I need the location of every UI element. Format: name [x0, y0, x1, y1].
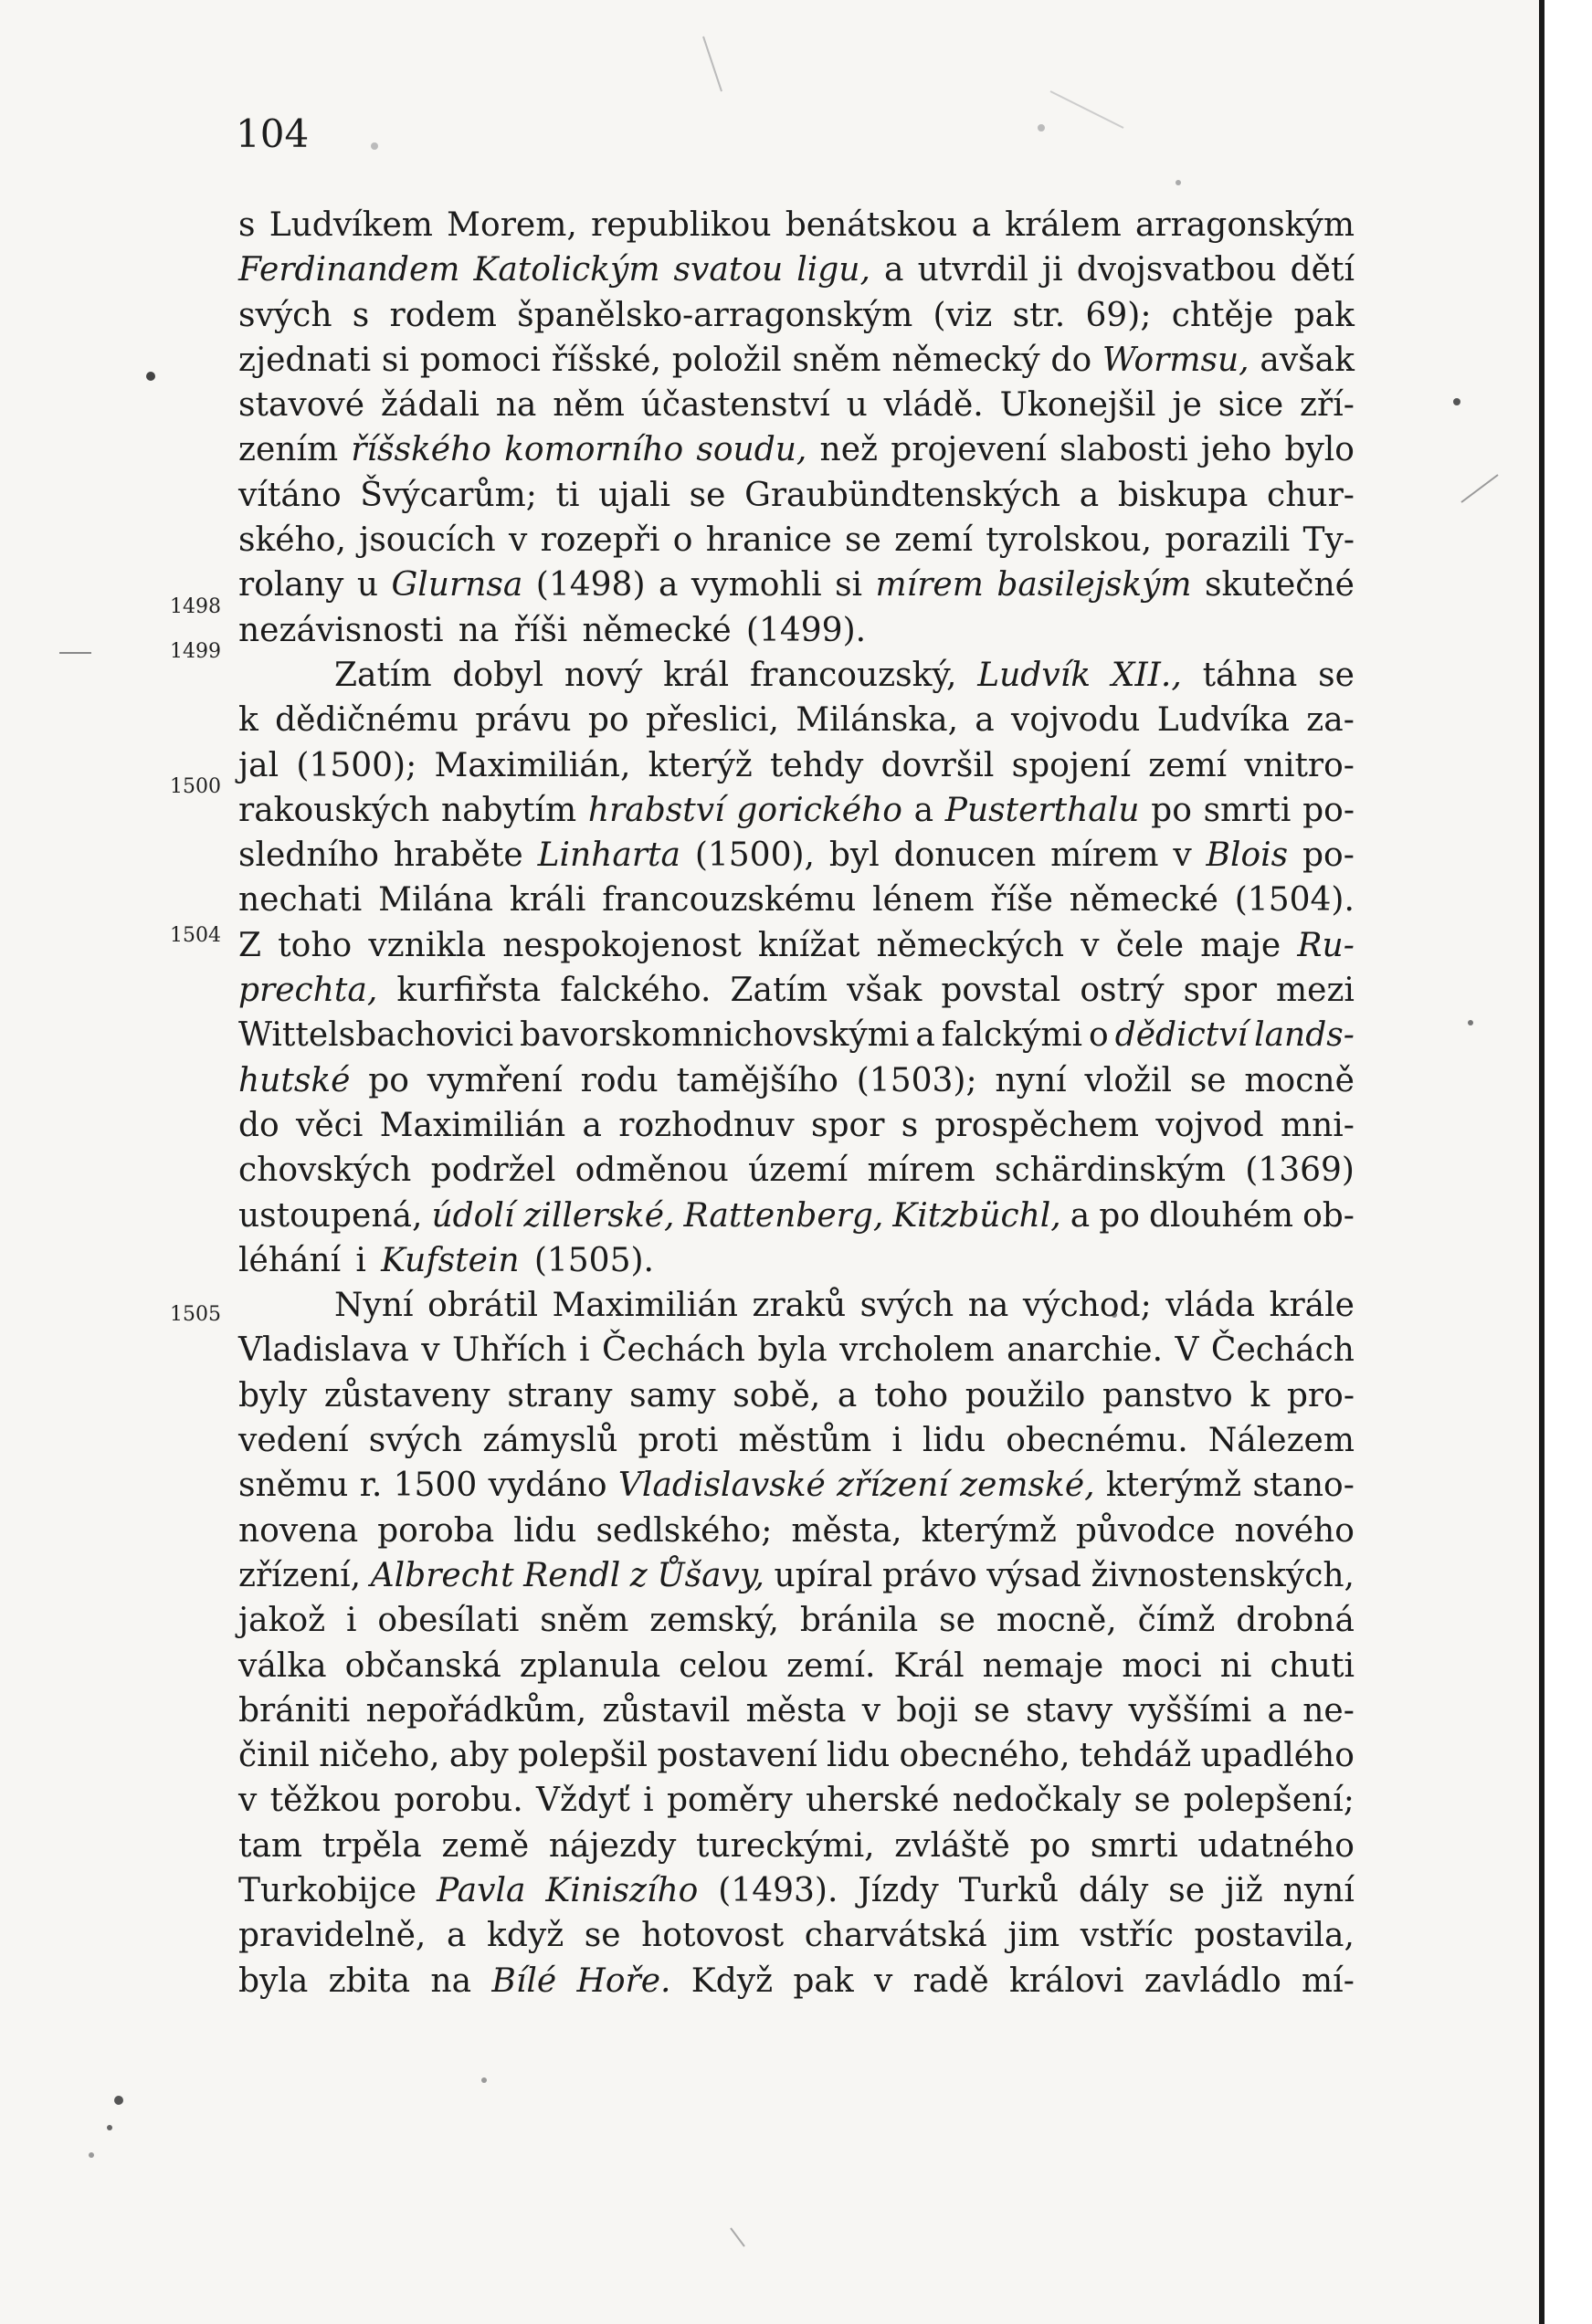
- text-line: jakož i obesílati sněm zemský, bránila se mocně, čímž drobná: [238, 1602, 1355, 1640]
- text-line: vítáno Švýcarům; ti ujali se Graubündtenských a biskupa chur-: [238, 476, 1355, 514]
- text-line: byla zbita na Bílé Hoře. Když pak v radě královi zavládlo mí-: [238, 1961, 1355, 2000]
- text-line: sněmu r. 1500 vydáno Vladislavské zřízení zemské, kterýmž stano-: [238, 1467, 1355, 1505]
- text-line: sledního hraběte Linharta (1500), byl donucen mírem v Blois po-: [238, 836, 1355, 875]
- margin-year: 1505: [170, 1303, 221, 1326]
- text-line: s Ludvíkem Morem, republikou benátskou a králem arragonským: [238, 206, 1355, 244]
- text-line: Nyní obrátil Maximilián zraků svých na východ; vláda krále: [334, 1287, 1355, 1325]
- text-line: Z toho vznikla nespokojenost knížat německých v čele maje Ru-: [238, 926, 1355, 964]
- text-line: nezávisnosti na říši německé (1499).: [238, 611, 867, 649]
- margin-year: 1504: [170, 924, 221, 947]
- margin-year: 1498: [170, 595, 221, 618]
- page-edge-border: [1539, 0, 1592, 2324]
- text-line: Vladislava v Uhřích i Čechách byla vrcholem anarchie. V Čechách: [238, 1331, 1355, 1370]
- body-text: [238, 203, 1355, 2003]
- text-line: do věci Maximilián a rozhodnuv spor s prospěchem vojvod mni-: [238, 1106, 1355, 1144]
- text-line: novena poroba lidu sedlského; města, kterýmž původce nového: [238, 1511, 1355, 1550]
- text-line: zřízení, Albrecht Rendl z Ůšavy, upíral právo výsad živnostenských,: [238, 1556, 1355, 1594]
- text-line: válka občanská zplanula celou zemí. Král nemaje moci ni chuti: [238, 1646, 1355, 1685]
- text-line: rolany u Glurnsa (1498) a vymohli si mírem basilejským skutečné: [238, 566, 1355, 605]
- text-line: Zatím dobyl nový král francouzský, Ludvík XII., táhna se: [334, 656, 1355, 694]
- text-line: brániti nepořádkům, zůstavil města v boji se stavy vyššími a ne-: [238, 1691, 1355, 1730]
- text-line: Wittelsbachovici bavorskomnichovskými a falckými o dědictví lands-: [238, 1016, 1355, 1055]
- margin-year: 1499: [170, 640, 221, 663]
- page-number: 104: [236, 111, 310, 156]
- text-line: ského, jsoucích v rozepři o hranice se zemí tyrolskou, porazili Ty-: [238, 521, 1355, 560]
- margin-year: 1500: [170, 775, 221, 798]
- text-line: zjednati si pomoci říšské, položil sněm německý do Wormsu, avšak: [238, 341, 1355, 379]
- text-line: prechta, kurfiřsta falckého. Zatím však povstal ostrý spor mezi: [238, 972, 1355, 1010]
- text-line: vedení svých zámyslů proti městům i lidu obecnému. Nálezem: [238, 1422, 1355, 1460]
- text-line: svých s rodem španělsko-arragonským (viz str. 69); chtěje pak: [238, 296, 1355, 334]
- text-line: nechati Milána králi francouzskému lénem říše německé (1504).: [238, 881, 1355, 920]
- text-line: rakouských nabytím hrabství gorického a Pusterthalu po smrti po-: [238, 791, 1355, 829]
- text-line: v těžkou porobu. Vždyť i poměry uherské nedočkaly se polepšení;: [238, 1782, 1355, 1820]
- text-line: chovských podržel odměnou území mírem schärdinským (1369): [238, 1151, 1355, 1190]
- text-line: Turkobijce Pavla Kiniszího (1493). Jízdy Turků dály se již nyní: [238, 1871, 1355, 1909]
- text-line: byly zůstaveny strany samy sobě, a toho použilo panstvo k pro-: [238, 1376, 1355, 1414]
- text-line: Ferdinandem Katolickým svatou ligu, a utvrdil ji dvojsvatbou dětí: [238, 251, 1355, 289]
- text-line: tam trpěla země nájezdy tureckými, zvláště po smrti udatného: [238, 1826, 1355, 1865]
- text-line: pravidelně, a když se hotovost charvátská jim vstříc postavila,: [238, 1917, 1355, 1955]
- text-line: jal (1500); Maximilián, kterýž tehdy dovršil spojení zemí vnitro-: [238, 746, 1355, 784]
- text-line: činil ničeho, aby polepšil postavení lidu obecného, tehdáž upadlého: [238, 1737, 1355, 1775]
- text-line: k dědičnému právu po přeslici, Milánska, a vojvodu Ludvíka za-: [238, 701, 1355, 740]
- text-line: léhání i Kufstein (1505).: [238, 1241, 654, 1279]
- text-line: zením říšského komorního soudu, než projevení slabosti jeho bylo: [238, 431, 1355, 469]
- text-line: stavové žádali na něm účastenství u vládě. Ukonejšil je sice zří-: [238, 386, 1355, 425]
- text-line: ustoupená, údolí zillerské, Rattenberg, Kitzbüchl, a po dlouhém ob-: [238, 1196, 1355, 1235]
- text-line: hutské po vymření rodu tamějšího (1503); nyní vložil se mocně: [238, 1061, 1355, 1099]
